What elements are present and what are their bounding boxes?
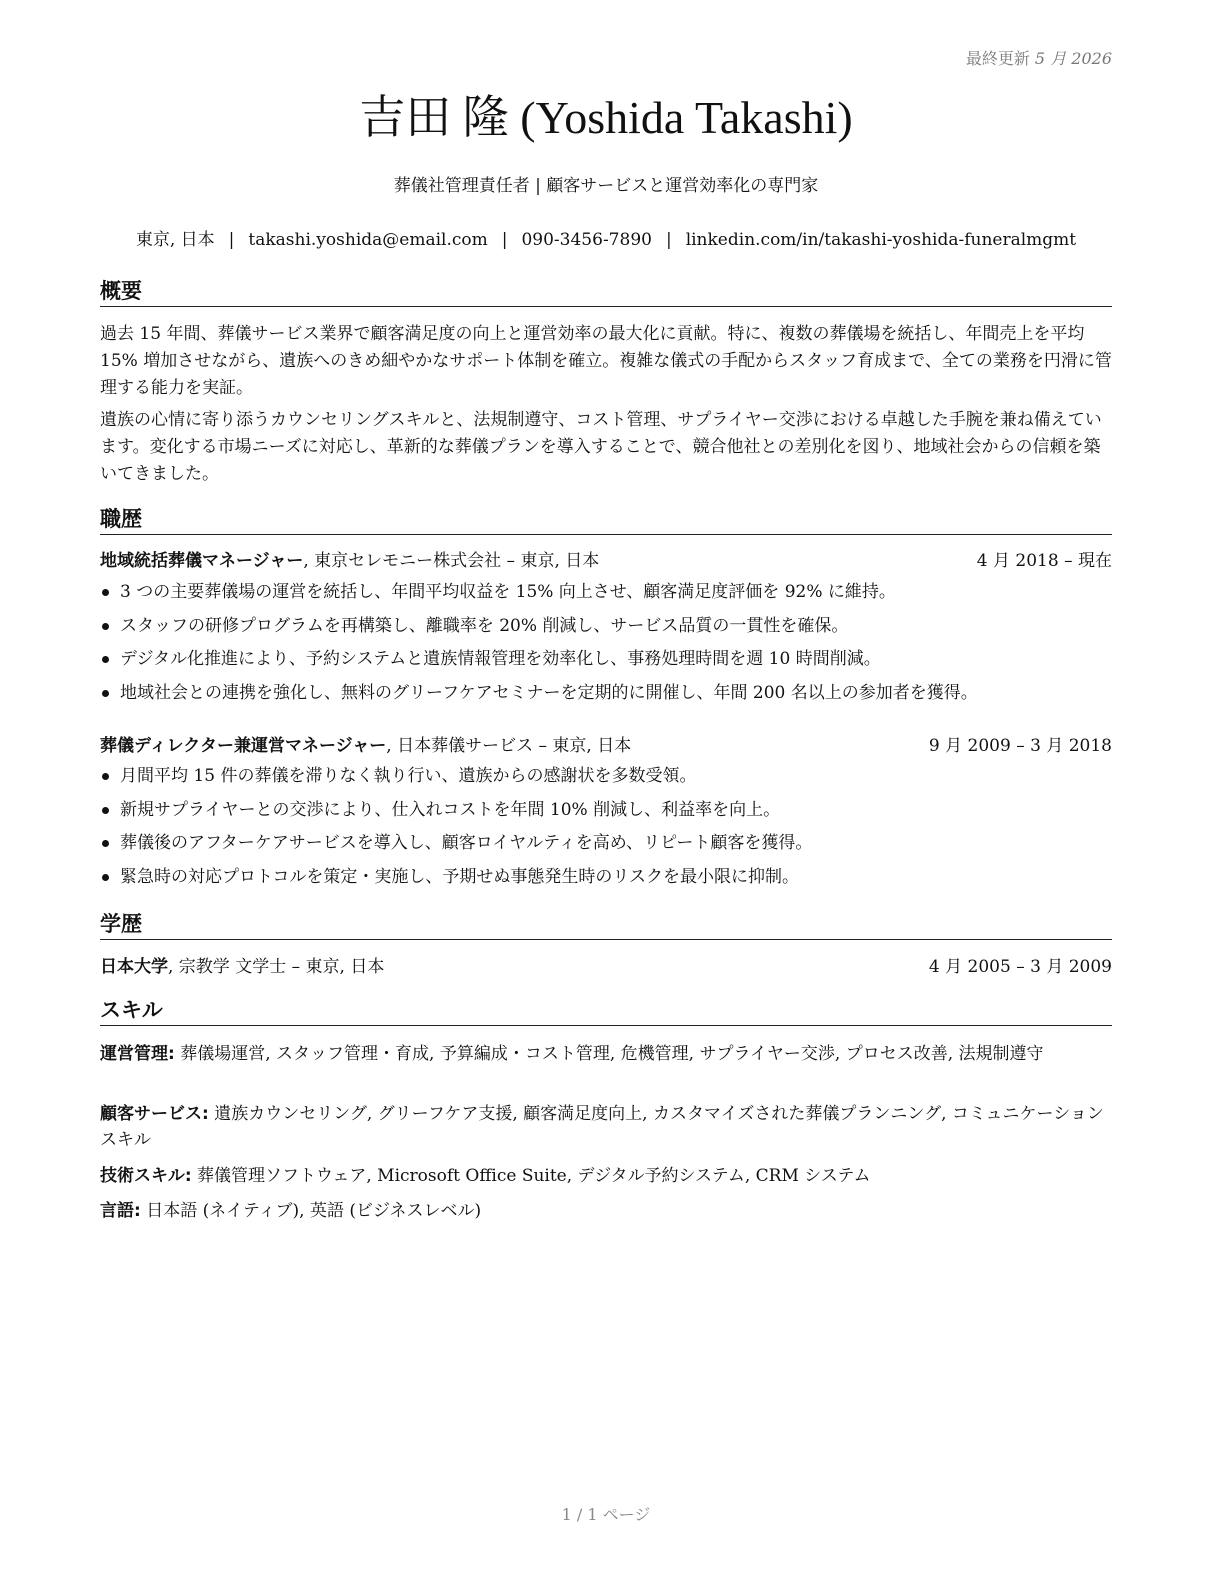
contact-separator: | [665, 230, 672, 250]
job-dates: 9 月 2009 – 3 月 2018 [928, 736, 1112, 756]
job-bullets [100, 764, 1112, 898]
bullet-dot-icon [102, 656, 109, 663]
bullet-dot-icon [102, 807, 109, 814]
list-item [100, 764, 1112, 798]
bullet-dot-icon [102, 589, 109, 596]
job-org: , 日本葬儀サービス – 東京, 日本 [386, 736, 632, 756]
list-item [100, 865, 1112, 899]
bullet-text: 月間平均 15 件の葬儀を滞りなく執り行い、遺族からの感謝状を多数受領。 [120, 766, 697, 786]
skill-label: 運営管理: [100, 1044, 175, 1064]
job-dates: 4 月 2018 – 現在 [976, 551, 1112, 571]
skill-text: 遺族カウンセリング, グリーフケア支援, 顧客満足度向上, カスタマイズされた葬儀プランニング, コミュニケーションスキル [100, 1104, 1104, 1150]
last-updated-date: 5 月 2026 [1034, 49, 1112, 68]
bullet-dot-icon [102, 773, 109, 780]
skill-line [100, 1041, 1112, 1067]
candidate-name: 吉田 隆 (Yoshida Takashi) [359, 92, 853, 143]
last-updated [966, 46, 1112, 69]
skill-text: 日本語 (ネイティブ), 英語 (ビジネスレベル) [140, 1201, 482, 1221]
contact-separator: | [228, 230, 235, 250]
bullet-text: 地域社会との連携を強化し、無料のグリーフケアセミナーを定期的に開催し、年間 200 名以上の参加者を獲得。 [120, 682, 978, 703]
bullet-text: 緊急時の対応プロトコルを策定・実施し、予期せぬ事態発生時のリスクを最小限に抑制。 [120, 866, 799, 887]
resume-page [100, 0, 1112, 1584]
bullet-text: スタッフの研修プログラムを再構築し、離職率を 20% 削減し、サービス品質の一貫性を確保。 [120, 615, 849, 636]
skill-line [100, 1198, 1112, 1224]
list-item [100, 580, 1112, 614]
list-item [100, 614, 1112, 648]
job-role: 地域統括葬儀マネージャー [100, 551, 304, 571]
skill-label: 技術スキル: [100, 1166, 192, 1186]
page-number: 1 / 1 ページ [561, 1505, 651, 1524]
summary-paragraph: 遺族の心情に寄り添うカウンセリングスキルと、法規制遵守、コスト管理、サプライヤー交渉における卓越した手腕を兼ね備えています。変化する市場ニーズに対応し、革新的な葬儀プランを導入することで、競合他社との差別化を図り、地域社会からの信頼を築いてきました。 [100, 410, 1102, 484]
job-header [100, 549, 1112, 573]
school-name: 日本大学 [100, 957, 168, 977]
bullet-dot-icon [102, 874, 109, 881]
bullet-text: 3 つの主要葬儀場の運営を統括し、年間平均収益を 15% 向上させ、顧客満足度評価を 92% に維持。 [120, 582, 896, 602]
skill-text: 葬儀管理ソフトウェア, Microsoft Office Suite, デジタル予約システム, CRM システム [191, 1166, 871, 1186]
education-dates: 4 月 2005 – 3 月 2009 [928, 957, 1112, 977]
job-role: 葬儀ディレクター兼運営マネージャー [100, 736, 387, 756]
list-item [100, 831, 1112, 865]
contact-phone[interactable]: 090-3456-7890 [521, 230, 652, 250]
section-title-education: 学歴 [100, 910, 1112, 940]
tagline: 葬儀社管理責任者 | 顧客サービスと運営効率化の専門家 [393, 176, 819, 196]
education-entry [100, 955, 1112, 979]
skill-line [100, 1163, 1112, 1189]
bullet-text: デジタル化推進により、予約システムと遺族情報管理を効率化し、事務処理時間を週 10 時間削減。 [120, 649, 881, 669]
list-item [100, 647, 1112, 681]
bullet-text: 新規サプライヤーとの交渉により、仕入れコストを年間 10% 削減し、利益率を向上。 [120, 799, 781, 820]
skill-line [100, 1101, 1112, 1153]
job-bullets [100, 580, 1112, 714]
summary-paragraph: 過去 15 年間、葬儀サービス業界で顧客満足度の向上と運営効率の最大化に貢献。特に、複数の葬儀場を統括し、年間売上を平均 15% 増加させながら、遺族へのきめ細やかなサポート体制を確立。複雑な儀式の手配からスタッフ育成まで、全ての業務を円滑に管理する能力を実証。 [100, 324, 1112, 398]
section-title-experience: 職歴 [100, 505, 1112, 535]
contact-separator: | [501, 230, 508, 250]
contact-linkedin[interactable]: linkedin.com/in/takashi-yoshida-funeralmgmt [685, 230, 1077, 250]
bullet-dot-icon [102, 690, 109, 697]
list-item [100, 681, 1112, 715]
bullet-dot-icon [102, 623, 109, 630]
bullet-text: 葬儀後のアフターケアサービスを導入し、顧客ロイヤルティを高め、リピート顧客を獲得。 [120, 833, 813, 853]
section-title-summary: 概要 [100, 277, 1112, 307]
skill-text: 葬儀場運営, スタッフ管理・育成, 予算編成・コスト管理, 危機管理, サプライヤー交渉, プロセス改善, 法規制遵守 [174, 1044, 1044, 1064]
last-updated-label: 最終更新 [965, 49, 1030, 68]
contact-line [60, 225, 1152, 250]
contact-location: 東京, 日本 [135, 230, 215, 250]
skill-label: 言語: [100, 1201, 141, 1221]
education-detail: , 宗教学 文学士 – 東京, 日本 [168, 957, 385, 977]
skill-label: 顧客サービス: [100, 1104, 209, 1124]
list-item [100, 798, 1112, 832]
section-title-skills: スキル [100, 996, 1112, 1026]
job-org: , 東京セレモニー株式会社 – 東京, 日本 [303, 551, 600, 571]
bullet-dot-icon [102, 840, 109, 847]
contact-email[interactable]: takashi.yoshida@email.com [248, 230, 488, 250]
job-header [100, 734, 1112, 758]
